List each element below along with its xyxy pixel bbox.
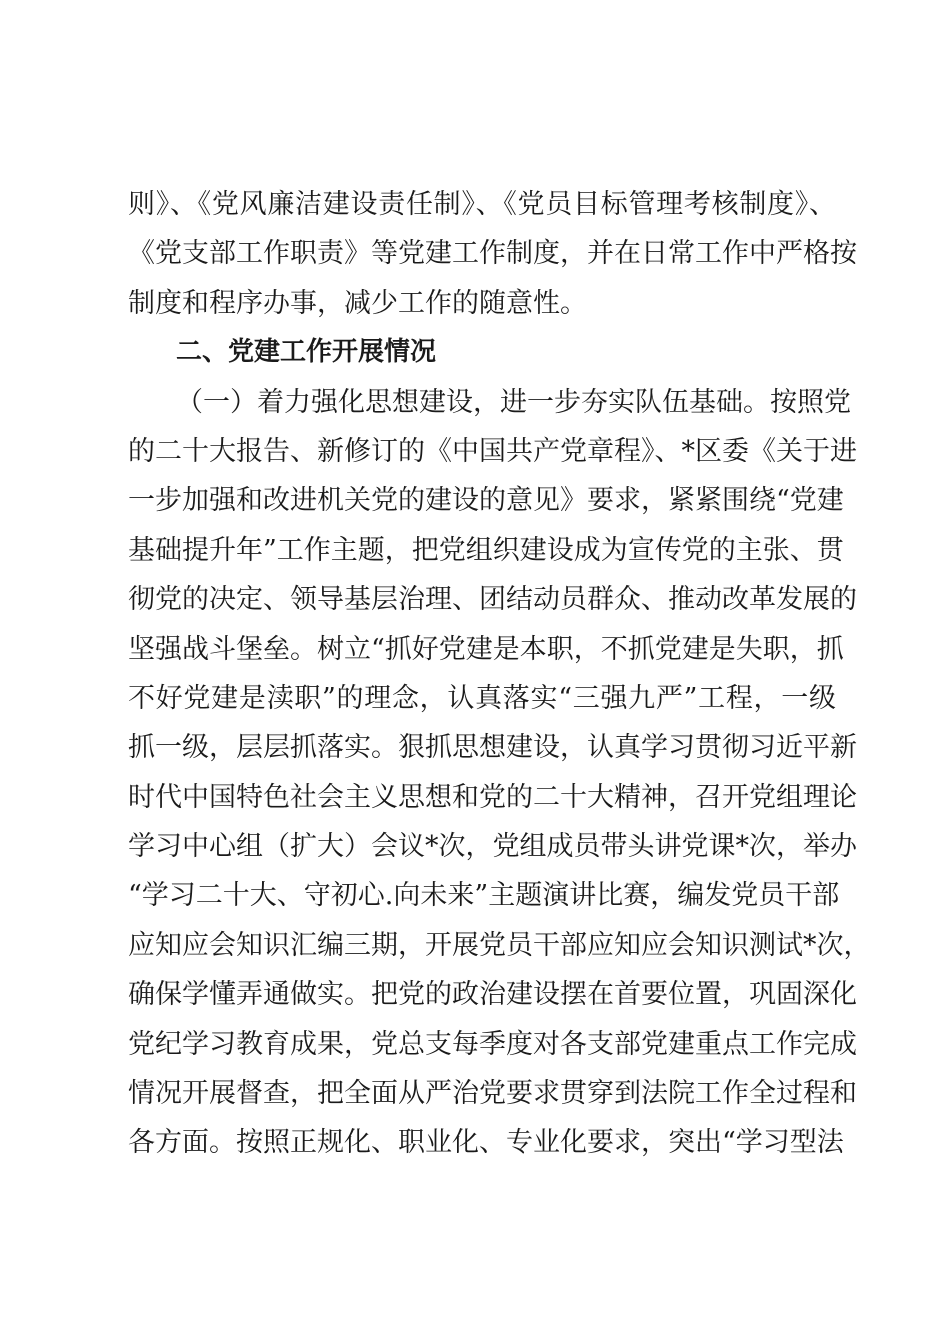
text-line: 一步加强和改进机关党的建设的意见》要求，紧紧围绕“党建 [128,485,844,517]
text-line: 抓一级，层层抓落实。狠抓思想建设，认真学习贯彻习近平新 [128,732,857,764]
text-line: 不好党建是渎职”的理念，认真落实“三强九严”工程，一级 [128,682,836,714]
text-line: 确保学懂弄通做实。把党的政治建设摆在首要位置，巩固深化 [128,979,857,1011]
document-body [128,180,871,1168]
text-line: 情况开展督查，把全面从严治党要求贯穿到法院工作全过程和 [128,1078,857,1110]
text-line: 坚强战斗堡垒。树立“抓好党建是本职，不抓党建是失职，抓 [128,633,844,665]
text-line: （一）着力强化思想建设，进一步夯实队伍基础。按照党 [176,386,851,418]
section-heading: 二、党建工作开展情况 [176,337,437,368]
text-line: 党纪学习教育成果，党总支每季度对各支部党建重点工作完成 [128,1028,857,1060]
text-line: 《党支部工作职责》等党建工作制度，并在日常工作中严格按 [128,238,857,270]
text-line: 的二十大报告、新修订的《中国共产党章程》、*区委《关于进 [128,435,857,467]
text-line: 基础提升年”工作主题，把党组织建设成为宣传党的主张、贯 [128,534,844,566]
text-line: 彻党的决定、领导基层治理、团结动员群众、推动改革发展的 [128,584,857,616]
text-line: 制度和程序办事，减少工作的随意性。 [128,287,587,319]
text-line: “学习二十大、守初心.向未来”主题演讲比赛，编发党员干部 [128,880,840,912]
text-line: 应知应会知识汇编三期，开展党员干部应知应会知识测试*次， [128,929,871,961]
text-line: 时代中国特色社会主义思想和党的二十大精神，召开党组理论 [128,781,857,813]
text-line: 各方面。按照正规化、职业化、专业化要求，突出“学习型法 [128,1127,844,1159]
text-line: 则》、《党风廉洁建设责任制》、《党员目标管理考核制度》、 [128,189,836,220]
text-line: 学习中心组（扩大）会议*次，党组成员带头讲党课*次，举办 [128,831,857,863]
